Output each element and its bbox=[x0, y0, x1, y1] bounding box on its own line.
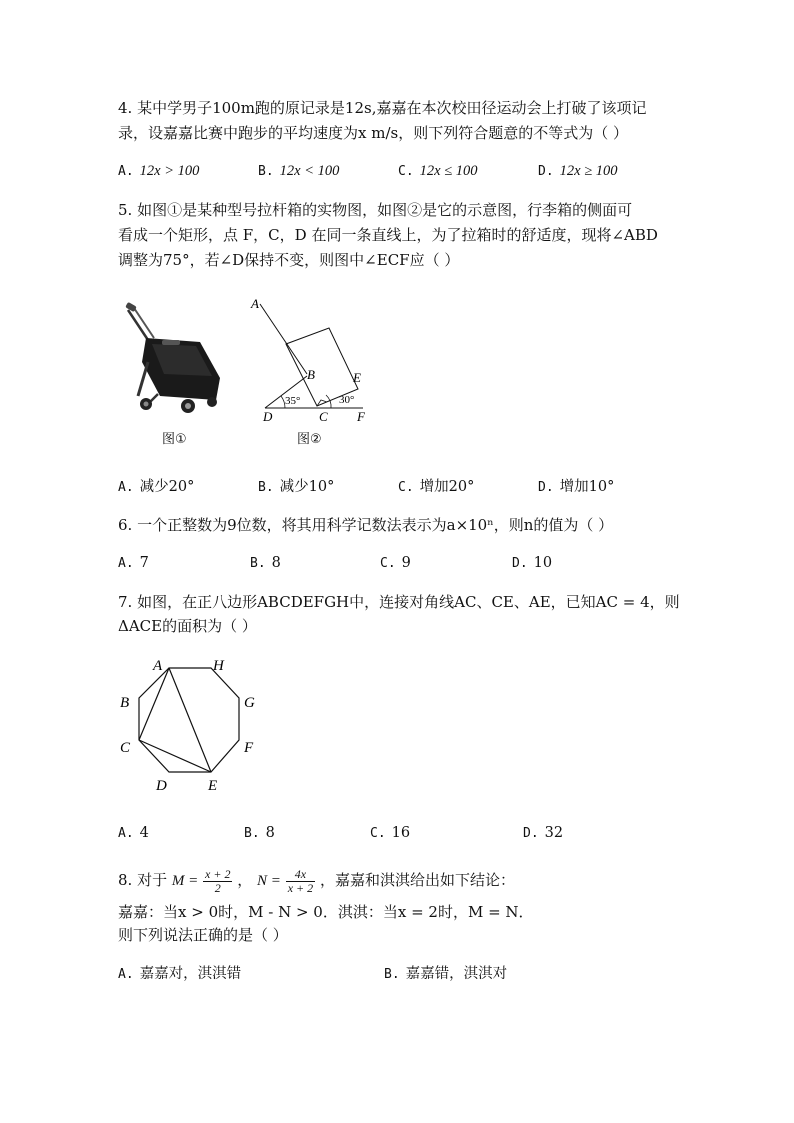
q5-stem-line3: 调整为75°，若∠D保持不变，则图中∠ECF应（ ） bbox=[118, 251, 460, 269]
option-text: 9 bbox=[401, 555, 411, 571]
q7-option-d bbox=[523, 823, 563, 844]
option-key: A. bbox=[118, 556, 134, 571]
option-text: 12x ≤ 100 bbox=[419, 163, 478, 179]
m-lhs: M = bbox=[171, 873, 199, 889]
n-lhs: N = bbox=[257, 873, 281, 889]
q8-stem-line2: 嘉嘉：当x > 0时，M - N > 0．淇淇：当x = 2时，M = N． bbox=[118, 903, 534, 921]
octagon-diagram bbox=[116, 654, 266, 796]
label-c: C bbox=[319, 409, 328, 424]
q6-option-d bbox=[512, 553, 552, 574]
label-d: D bbox=[263, 409, 273, 424]
n-fraction bbox=[286, 868, 315, 895]
angle-f-label: 30° bbox=[339, 394, 355, 406]
vertex-a: A bbox=[153, 658, 163, 674]
q4-option-d bbox=[538, 161, 618, 182]
option-key: B. bbox=[384, 967, 400, 982]
option-key: A. bbox=[118, 967, 134, 982]
fig2-caption: 图② bbox=[297, 432, 322, 447]
option-key: B. bbox=[258, 164, 274, 179]
q5-option-a bbox=[118, 477, 194, 498]
label-e: E bbox=[353, 370, 361, 385]
angle-d-label: 35° bbox=[285, 395, 301, 407]
q4-option-c bbox=[398, 161, 478, 182]
option-text: 16 bbox=[391, 825, 411, 841]
option-key: A. bbox=[118, 480, 134, 495]
option-text: 12x < 100 bbox=[279, 163, 340, 179]
q5-option-c bbox=[398, 477, 474, 498]
q6-option-a bbox=[118, 553, 149, 574]
q6-stem-line1: 6. 一个正整数为9位数，将其用科学记数法表示为a×10ⁿ，则n的值为（ ） bbox=[118, 516, 614, 534]
vertex-b: B bbox=[120, 695, 130, 711]
q5-option-b bbox=[258, 477, 334, 498]
q4-option-a bbox=[118, 161, 199, 182]
q8-option-b bbox=[384, 964, 507, 985]
option-key: D. bbox=[538, 480, 554, 495]
option-text: 增加10° bbox=[559, 479, 615, 495]
option-key: A. bbox=[118, 164, 134, 179]
q4-stem-line1: 4. 某中学男子100m跑的原记录是12s,嘉嘉在本次校田径运动会上打破了该项记 bbox=[118, 99, 647, 117]
q5-stem-line1: 5. 如图①是某种型号拉杆箱的实物图，如图②是它的示意图，行李箱的侧面可 bbox=[118, 201, 633, 219]
option-key: C. bbox=[380, 556, 396, 571]
m-denominator: 2 bbox=[214, 880, 221, 895]
q7-stem-line2: ΔACE的面积为（ ） bbox=[118, 617, 257, 635]
option-key: B. bbox=[258, 480, 274, 495]
q7-option-a bbox=[118, 823, 149, 844]
q8-separator: ， bbox=[237, 871, 253, 889]
option-key: D. bbox=[523, 826, 539, 841]
option-text: 减少10° bbox=[279, 479, 335, 495]
fig1-caption: 图① bbox=[162, 432, 187, 447]
n-denominator: x + 2 bbox=[287, 880, 314, 895]
q7-stem-line1: 7. 如图，在正八边形ABCDEFGH中，连接对角线AC、CE、AE，已知AC = 4，则 bbox=[118, 593, 680, 611]
q6-option-c bbox=[380, 553, 411, 574]
q7-option-c bbox=[370, 823, 410, 844]
vertex-g: G bbox=[244, 695, 255, 711]
q5-stem-line2: 看成一个矩形，点 F，C，D 在同一条直线上，为了拉箱时的舒适度，现将∠ABD bbox=[118, 226, 658, 244]
q8-option-a bbox=[118, 964, 241, 985]
m-fraction bbox=[203, 868, 232, 895]
q4-stem-line2: 录，设嘉嘉比赛中跑步的平均速度为x m/s，则下列符合题意的不等式为（ ） bbox=[118, 124, 628, 142]
q4-option-b bbox=[258, 161, 339, 182]
option-key: D. bbox=[538, 164, 554, 179]
option-text: 12x > 100 bbox=[139, 163, 200, 179]
option-text: 10 bbox=[533, 555, 553, 571]
q8-stem-line3: 则下列说法正确的是（ ） bbox=[118, 926, 288, 944]
vertex-h: H bbox=[213, 658, 224, 674]
vertex-c: C bbox=[120, 740, 131, 756]
option-key: B. bbox=[244, 826, 260, 841]
vertex-d: D bbox=[156, 778, 167, 794]
option-key: D. bbox=[512, 556, 528, 571]
vertex-f: F bbox=[244, 740, 254, 756]
luggage-figure bbox=[118, 300, 228, 420]
q8-suffix: ，嘉嘉和淇淇给出如下结论： bbox=[319, 871, 515, 889]
option-key: C. bbox=[398, 480, 414, 495]
option-text: 32 bbox=[544, 825, 564, 841]
luggage-schematic-diagram bbox=[245, 296, 385, 426]
option-text: 8 bbox=[265, 825, 275, 841]
option-text: 嘉嘉错，淇淇对 bbox=[405, 966, 508, 982]
label-a: A bbox=[251, 296, 259, 311]
q8-prefix: 8. 对于 bbox=[118, 871, 168, 889]
label-f: F bbox=[357, 409, 365, 424]
option-text: 减少20° bbox=[139, 479, 195, 495]
n-numerator: 4x bbox=[286, 868, 315, 882]
q7-option-b bbox=[244, 823, 275, 844]
vertex-e: E bbox=[208, 778, 218, 794]
option-text: 7 bbox=[139, 555, 149, 571]
option-key: C. bbox=[370, 826, 386, 841]
q6-option-b bbox=[250, 553, 281, 574]
q8-stem-line1 bbox=[118, 866, 515, 895]
option-text: 8 bbox=[271, 555, 281, 571]
option-text: 增加20° bbox=[419, 479, 475, 495]
option-key: C. bbox=[398, 164, 414, 179]
option-text: 4 bbox=[139, 825, 149, 841]
m-numerator: x + 2 bbox=[205, 866, 231, 881]
option-text: 12x ≥ 100 bbox=[559, 163, 618, 179]
label-b: B bbox=[307, 367, 315, 382]
option-key: A. bbox=[118, 826, 134, 841]
option-text: 嘉嘉对，淇淇错 bbox=[139, 966, 242, 982]
option-key: B. bbox=[250, 556, 266, 571]
q5-option-d bbox=[538, 477, 614, 498]
